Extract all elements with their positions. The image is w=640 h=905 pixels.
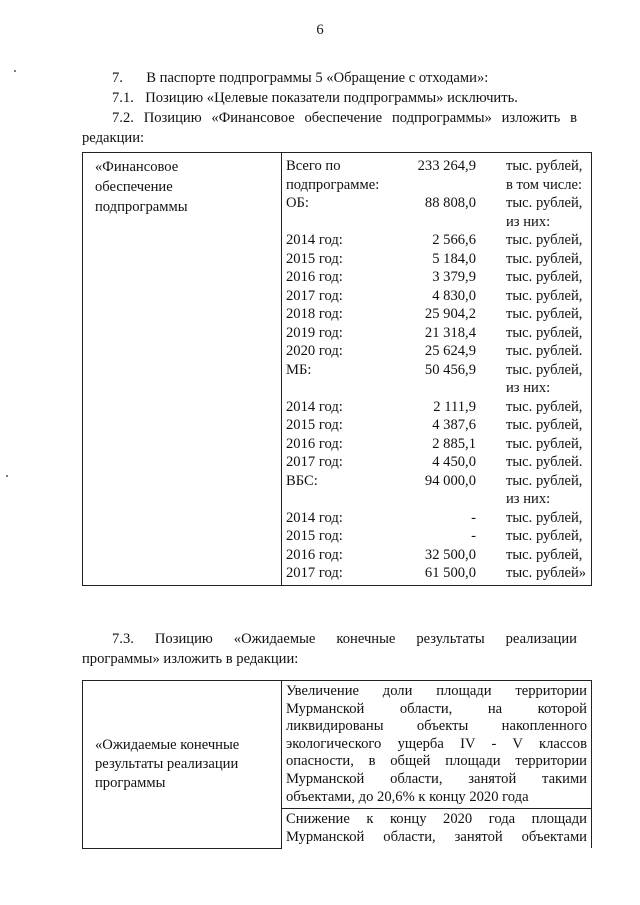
results-label-line: результаты реализации: [95, 755, 239, 772]
finance-row: [286, 472, 591, 491]
finance-label-cell: [83, 153, 282, 586]
results-table: [82, 680, 592, 849]
page-number: 6: [316, 22, 324, 38]
item-7-1-number: 7.1.: [112, 90, 134, 106]
finance-row-label: ВБС:: [286, 472, 318, 489]
finance-row: [286, 490, 591, 509]
finance-row-value: 4 450,0: [432, 454, 476, 470]
finance-row-label: 2018 год:: [286, 306, 343, 322]
finance-row-value: 3 379,9: [432, 269, 476, 285]
item-7-1: [112, 90, 518, 107]
finance-row-unit: тыс. рублей,: [506, 232, 583, 248]
finance-row-unit: в том числе:: [506, 176, 583, 193]
finance-row-value: [386, 490, 476, 509]
finance-row: [286, 194, 591, 213]
finance-row-unit: тыс. рублей,: [506, 417, 583, 433]
finance-row-unit: тыс. рублей,: [506, 195, 583, 211]
item-7-2-line1: 7.2. Позицию «Финансовое обеспечение подпрограммы» изложить в: [112, 110, 577, 126]
item-7-1-text: Позицию «Целевые показатели подпрограммы» исключить.: [145, 90, 518, 106]
results-item-1: [282, 681, 592, 809]
item-7-number: 7.: [112, 70, 123, 86]
results-label-line: «Ожидаемые конечные: [95, 736, 240, 753]
finance-row-value: 5 184,0: [432, 250, 476, 267]
finance-row-unit: тыс. рублей,: [506, 269, 583, 285]
finance-row-unit: тыс. рублей,: [506, 435, 583, 452]
finance-row-label: 2016 год:: [286, 269, 343, 285]
results-item-1-line: Увеличение доли площади территории: [286, 683, 587, 699]
finance-row-label: подпрограмме:: [286, 176, 380, 193]
finance-row-value: 94 000,0: [424, 472, 476, 489]
finance-row-value: 32 500,0: [424, 546, 476, 563]
results-item-1-line: Мурманской области, на которой: [286, 700, 587, 717]
finance-row-value: 2 566,6: [432, 232, 476, 248]
finance-row-label: МБ:: [286, 361, 312, 378]
finance-row-label: 2015 год:: [286, 417, 343, 433]
item-7-3-word: Позицию: [154, 631, 213, 647]
finance-row: [286, 250, 591, 269]
item-7-3-word: конечные: [336, 631, 396, 647]
finance-row: [286, 546, 591, 565]
finance-row-unit: из них:: [506, 213, 551, 230]
finance-row-unit: тыс. рублей»: [506, 565, 587, 581]
finance-row-label: Всего по: [286, 158, 341, 174]
finance-row-label: 2014 год:: [286, 398, 343, 415]
finance-row-label: [286, 490, 386, 509]
finance-row-unit: тыс. рублей.: [506, 343, 583, 359]
finance-row-unit: тыс. рублей,: [506, 398, 583, 415]
finance-row: [286, 176, 591, 195]
item-7-3-line2: программы» изложить в редакции:: [82, 651, 299, 667]
finance-row-value: 4 830,0: [432, 287, 476, 304]
finance-row-label: 2017 год:: [286, 454, 343, 470]
finance-row-label: ОБ:: [286, 195, 309, 211]
finance-row-unit: тыс. рублей.: [506, 454, 583, 470]
item-7-3-line1: [112, 631, 577, 648]
finance-row-value: 25 624,9: [424, 343, 476, 359]
finance-row-label: 2017 год:: [286, 287, 343, 304]
finance-row-label: 2016 год:: [286, 546, 343, 563]
results-item-2-line: Мурманской области, занятой объектами: [286, 828, 587, 845]
results-item-1-line: опасности, в общей площади территории: [286, 753, 587, 770]
finance-row-value: 2 111,9: [433, 398, 476, 415]
finance-row: [286, 324, 591, 343]
results-item-2: [282, 809, 592, 849]
results-item-1-line: Мурманской области, занятой такими: [286, 770, 587, 787]
item-7: [112, 70, 488, 87]
finance-row-value: -: [471, 528, 476, 544]
finance-values-cell: [282, 153, 592, 586]
results-item-1-line: объектами, до 20,6% к концу 2020 года: [286, 788, 529, 805]
results-label-cell: [83, 681, 282, 849]
finance-row-unit: тыс. рублей,: [506, 361, 583, 378]
finance-label-line: подпрограммы: [95, 199, 188, 215]
finance-row-label: 2015 год:: [286, 250, 343, 267]
finance-row: [286, 361, 591, 380]
finance-row-value: -: [471, 509, 476, 526]
item-7-3-word: «Ожидаемые: [233, 631, 316, 647]
finance-row: [286, 213, 591, 232]
finance-row-unit: тыс. рублей,: [506, 528, 583, 544]
finance-row: [286, 157, 591, 176]
finance-row: [286, 342, 591, 361]
finance-row-value: 88 808,0: [424, 195, 476, 211]
finance-row: [286, 231, 591, 250]
scan-speck: [14, 70, 16, 72]
finance-row: [286, 509, 591, 528]
finance-row-label: 2016 год:: [286, 435, 343, 452]
finance-row-label: 2014 год:: [286, 509, 343, 526]
finance-row: [286, 287, 591, 306]
finance-row-value: [386, 176, 476, 195]
finance-row: [286, 435, 591, 454]
results-item-1-line: ликвидированы объекты накопленного: [286, 718, 587, 735]
finance-row-unit: из них:: [506, 380, 551, 396]
item-7-2-line2: редакции:: [82, 130, 145, 146]
finance-row-unit: тыс. рублей,: [506, 509, 583, 526]
finance-row-unit: тыс. рублей,: [506, 324, 583, 341]
finance-row-unit: тыс. рублей,: [506, 158, 583, 174]
finance-row-label: 2020 год:: [286, 343, 343, 359]
finance-row-unit: тыс. рублей,: [506, 546, 583, 563]
finance-row-value: 25 904,2: [424, 306, 476, 322]
finance-table: [82, 152, 592, 586]
finance-row-label: 2019 год:: [286, 324, 343, 341]
finance-row-label: 2017 год:: [286, 565, 343, 581]
finance-row-value: 61 500,0: [424, 565, 476, 581]
finance-row: [286, 564, 591, 583]
item-7-3-word: 7.3.: [112, 631, 134, 647]
finance-row: [286, 305, 591, 324]
finance-row-unit: тыс. рублей,: [506, 287, 583, 304]
finance-row: [286, 416, 591, 435]
finance-row-value: 50 456,9: [424, 361, 476, 378]
finance-row-unit: тыс. рублей,: [506, 472, 583, 489]
finance-row: [286, 527, 591, 546]
finance-row-unit: тыс. рублей,: [506, 250, 583, 267]
scan-speck: [6, 475, 8, 477]
finance-row-value: 21 318,4: [424, 324, 476, 341]
finance-row-unit: тыс. рублей,: [506, 306, 583, 322]
results-item-1-line: экологического ущерба IV - V классов: [286, 735, 587, 752]
finance-row-value: [386, 379, 476, 398]
finance-label-line: «Финансовое: [95, 159, 179, 175]
finance-row-value: 4 387,6: [432, 417, 476, 433]
finance-row-value: 2 885,1: [432, 435, 476, 452]
finance-row: [286, 398, 591, 417]
finance-row-label: 2015 год:: [286, 528, 343, 544]
finance-row: [286, 453, 591, 472]
item-7-3-word: результаты: [416, 631, 485, 647]
results-item-2-line: Снижение к концу 2020 года площади: [286, 811, 587, 828]
results-label-line: программы: [95, 774, 166, 791]
finance-row-label: 2014 год:: [286, 232, 343, 248]
finance-label-line: обеспечение: [95, 179, 173, 195]
finance-row-label: [286, 213, 386, 232]
finance-row-value: [386, 213, 476, 232]
finance-row-unit: из них:: [506, 491, 551, 507]
item-7-3-word: реализации: [505, 631, 577, 647]
finance-row-value: 233 264,9: [417, 158, 476, 174]
finance-row: [286, 268, 591, 287]
finance-row-label: [286, 379, 386, 398]
item-7-text: В паспорте подпрограммы 5 «Обращение с отходами»:: [146, 70, 489, 86]
finance-row: [286, 379, 591, 398]
